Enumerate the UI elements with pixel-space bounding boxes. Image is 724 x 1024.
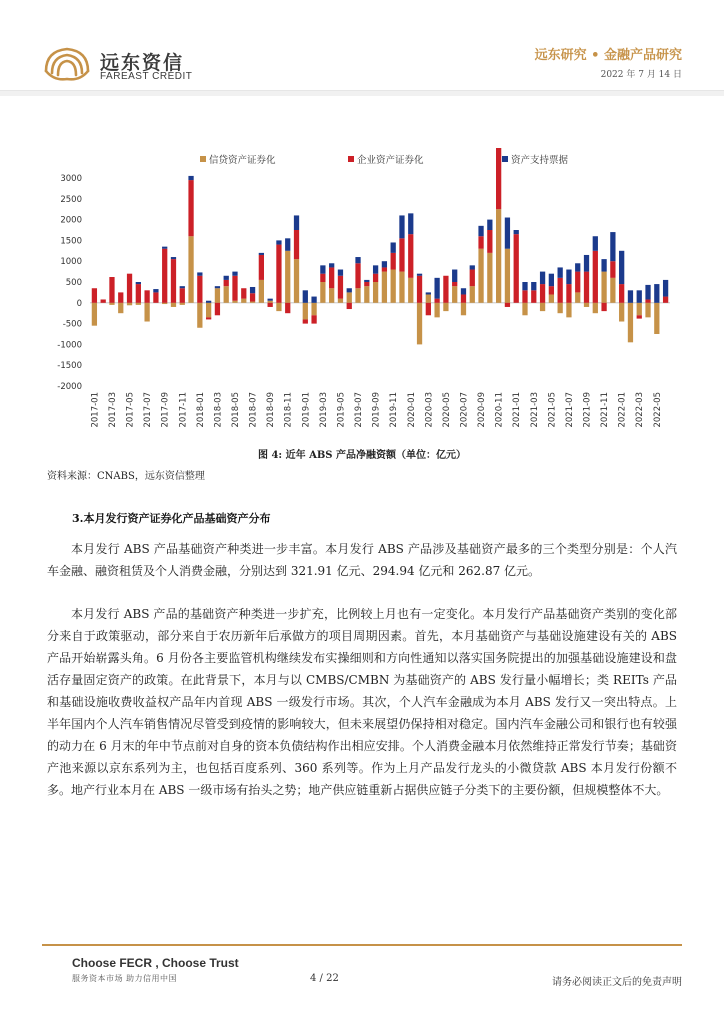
legend-swatch (200, 156, 206, 162)
bar-abn-2018-01 (197, 272, 202, 275)
bar-credit-2018-04 (224, 286, 229, 303)
bar-credit-2017-11 (180, 303, 185, 305)
bar-credit-2017-01 (92, 303, 97, 326)
bar-abn-2021-04 (540, 272, 545, 284)
bar-credit-2020-12 (505, 249, 510, 303)
bar-abn-2022-06 (663, 280, 668, 297)
bar-credit-2017-09 (162, 303, 167, 304)
bar-corporate-2019-03 (320, 274, 325, 282)
bar-credit-2020-06 (452, 286, 457, 303)
bar-credit-2022-01 (619, 303, 624, 322)
bar-corporate-2021-02 (522, 290, 527, 302)
legend-swatch (348, 156, 354, 162)
bar-credit-2020-03 (426, 294, 431, 302)
body-paragraph: 本月发行 ABS 产品基础资产种类进一步丰富。本月发行 ABS 产品涉及基础资产最多的三个类型分别是：个人汽车金融、融资租赁及个人消费金融，分别达到 321.91 亿元、294.94 亿元和 262.87 亿元。 (47, 542, 677, 578)
bar-abn-2019-06 (347, 288, 352, 292)
bar-corporate-2020-09 (478, 236, 483, 248)
bar-credit-2020-11 (496, 209, 501, 303)
bar-abn-2021-07 (566, 270, 571, 285)
bar-corporate-2020-06 (452, 282, 457, 286)
bar-corporate-2020-05 (443, 276, 448, 303)
bar-credit-2018-06 (241, 299, 246, 303)
bar-abn-2022-05 (654, 284, 659, 303)
bar-corporate-2021-09 (584, 272, 589, 303)
bar-credit-2017-06 (136, 303, 141, 305)
bar-corporate-2021-10 (593, 251, 598, 303)
bar-corporate-2017-08 (153, 292, 158, 302)
bar-corporate-2020-04 (434, 299, 439, 303)
bar-credit-2022-04 (645, 303, 650, 318)
bar-corporate-2018-02 (206, 317, 211, 319)
bar-corporate-2018-11 (285, 303, 290, 313)
bar-credit-2022-03 (637, 303, 642, 315)
y-tick-label: 3000 (60, 174, 82, 184)
bar-abn-2020-10 (487, 220, 492, 230)
bar-corporate-2022-06 (663, 297, 668, 303)
x-tick-label: 2021-11 (600, 392, 611, 428)
bar-abn-2017-06 (136, 282, 141, 284)
bar-abn-2020-02 (417, 274, 422, 276)
footer-divider (42, 944, 682, 946)
bar-credit-2017-03 (109, 303, 114, 305)
bar-corporate-2017-07 (144, 290, 149, 302)
bar-credit-2021-02 (522, 303, 527, 315)
x-tick-label: 2019-05 (336, 392, 347, 428)
bar-credit-2021-11 (601, 272, 606, 303)
bar-corporate-2017-05 (127, 274, 132, 303)
bar-credit-2018-12 (294, 259, 299, 303)
bar-abn-2020-09 (478, 226, 483, 236)
bar-corporate-2020-08 (470, 270, 475, 287)
x-tick-label: 2018-05 (231, 392, 241, 428)
bar-abn-2019-07 (355, 257, 360, 263)
bar-credit-2021-10 (593, 303, 598, 313)
bar-corporate-2021-04 (540, 284, 545, 303)
x-tick-label: 2017-11 (178, 392, 189, 428)
bar-abn-2019-02 (311, 297, 316, 303)
y-tick-label: -500 (62, 319, 82, 330)
bar-abn-2020-04 (434, 278, 439, 299)
x-tick-label: 2018-11 (283, 392, 294, 428)
bar-credit-2017-10 (171, 303, 176, 307)
bar-abn-2020-06 (452, 270, 457, 282)
section-title: 3.本月发行资产证券化产品基础资产分布 (72, 512, 271, 525)
bar-credit-2018-07 (250, 302, 255, 303)
bar-corporate-2017-02 (101, 299, 106, 302)
bar-credit-2019-07 (355, 288, 360, 303)
report-date: 2022 年 7 月 14 日 (600, 70, 682, 80)
bar-credit-2018-10 (276, 303, 281, 311)
bar-abn-2020-03 (426, 292, 431, 294)
bar-abn-2018-04 (224, 276, 229, 280)
x-tick-label: 2021-07 (564, 392, 575, 428)
x-tick-label: 2018-01 (195, 392, 206, 428)
bar-corporate-2020-12 (505, 303, 510, 307)
bar-credit-2021-09 (584, 303, 589, 307)
x-tick-label: 2017-07 (143, 392, 154, 428)
x-tick-label: 2020-07 (459, 392, 470, 428)
bar-abn-2017-08 (153, 289, 158, 292)
bar-corporate-2020-01 (408, 234, 413, 278)
bar-credit-2018-09 (268, 301, 273, 303)
bar-abn-2021-05 (549, 274, 554, 286)
bar-credit-2019-10 (382, 272, 387, 303)
bar-credit-2020-08 (470, 286, 475, 303)
footer-slogan-en: Choose FECR , Choose Trust (72, 956, 239, 970)
bar-corporate-2022-01 (619, 284, 624, 303)
x-tick-label: 2021-01 (512, 392, 523, 428)
bar-credit-2019-03 (320, 282, 325, 303)
bar-abn-2017-11 (180, 286, 185, 288)
bar-abn-2018-09 (268, 299, 273, 301)
y-tick-label: -1000 (57, 340, 82, 351)
bar-corporate-2021-06 (558, 278, 563, 303)
bar-credit-2020-10 (487, 253, 492, 303)
bar-abn-2018-11 (285, 238, 290, 250)
bar-abn-2017-09 (162, 247, 167, 249)
body-paragraph: 本月发行 ABS 产品的基础资产种类进一步扩充，比例较上月也有一定变化。本月发行产品基础资产类别的变化部分来自于政策驱动，部分来自于农历新年后承做方的项目周期因素。首先，本月基础资产与基础设施建设有关的 ABS 产品开始崭露头角。6 月份各主要监管机构继续发布实操细则和方向性通知以落实国务院提出的加强基础设施建设和盘活存量固定资产的政策。在此背景下，本月与以 CMBS/CMBN 为基础资产的 ABS 发行量小幅增长；类 REITs 产品和基础设施收费收益权产品年内首现 ABS 一级发行市场。其次，个人汽车金融成为本月 ABS 发行又一突出特点。上半年国内个人汽车销售情况尽管受到疫情的影响较大，但未来展望仍保持相对稳定。国内汽车金融公司和银行也有较强的动力在 6 月末的年中节点前对自身的资本负债结构作出相应安排。个人消费金融本月依然维持正常发行节奏；基础资产池来源以京东系列为主，也包括百度系列、360 系列等。作为上月产品发行龙头的小微贷款 ABS 本月发行份额不多。地产行业本月在 ABS 一级市场有抬头之势；地产供应链重新占据供应链子分类下的主要份额，但规模整体不大。 (47, 607, 677, 797)
bar-corporate-2017-03 (109, 277, 114, 303)
legend-label: 资产支持票据 (511, 155, 569, 166)
x-tick-label: 2019-11 (389, 392, 400, 428)
bar-corporate-2017-12 (188, 180, 193, 236)
legend-swatch (502, 156, 508, 162)
fareast-logo-icon (42, 45, 92, 85)
bar-corporate-2021-03 (531, 290, 536, 302)
x-tick-label: 2022-01 (617, 392, 628, 428)
x-tick-label: 2018-07 (248, 392, 259, 428)
x-tick-label: 2017-09 (160, 392, 171, 428)
bar-credit-2017-04 (118, 303, 123, 313)
bar-credit-2021-05 (549, 294, 554, 302)
bar-corporate-2022-04 (645, 299, 650, 302)
bar-abn-2019-12 (399, 215, 404, 238)
bar-credit-2019-04 (329, 288, 334, 303)
x-tick-label: 2018-09 (266, 392, 277, 428)
x-tick-label: 2019-03 (318, 392, 329, 428)
x-tick-label: 2021-05 (547, 392, 558, 428)
bar-corporate-2018-09 (268, 303, 273, 307)
report-brand: 远东研究 • 金融产品研究 (534, 48, 682, 63)
bar-credit-2019-05 (338, 299, 343, 303)
bar-credit-2017-05 (127, 303, 132, 306)
x-tick-label: 2020-03 (424, 392, 435, 428)
page-header (0, 0, 724, 92)
bar-corporate-2018-05 (232, 276, 237, 301)
bar-corporate-2018-08 (259, 255, 264, 280)
bar-credit-2018-11 (285, 251, 290, 303)
x-tick-label: 2022-05 (652, 392, 663, 428)
bar-credit-2020-04 (434, 303, 439, 318)
y-tick-label: -1500 (57, 361, 82, 372)
bar-corporate-2018-01 (197, 276, 202, 303)
bar-abn-2017-10 (171, 257, 176, 259)
bar-abn-2021-11 (601, 259, 606, 271)
bar-corporate-2019-11 (391, 253, 396, 270)
x-tick-label: 2020-01 (406, 392, 417, 428)
bar-corporate-2018-10 (276, 245, 281, 303)
legend-label: 企业资产证券化 (357, 155, 424, 166)
x-tick-label: 2020-11 (494, 392, 505, 428)
bar-corporate-2021-08 (575, 272, 580, 293)
bar-credit-2018-02 (206, 303, 211, 318)
y-tick-label: -2000 (57, 382, 82, 392)
y-tick-label: 2000 (60, 215, 82, 226)
bar-corporate-2020-10 (487, 230, 492, 253)
bar-credit-2018-05 (232, 301, 237, 303)
bar-credit-2018-01 (197, 303, 202, 328)
bar-abn-2019-09 (373, 265, 378, 273)
bar-abn-2021-12 (610, 232, 615, 261)
bar-abn-2018-12 (294, 215, 299, 230)
bar-abn-2020-01 (408, 213, 413, 234)
bar-abn-2019-08 (364, 280, 369, 282)
bar-corporate-2018-12 (294, 230, 299, 259)
bar-abn-2022-04 (645, 285, 650, 300)
bar-corporate-2019-02 (311, 315, 316, 323)
bar-corporate-2019-07 (355, 263, 360, 288)
bar-credit-2022-02 (628, 303, 633, 343)
bar-corporate-2019-12 (399, 238, 404, 271)
bar-abn-2021-08 (575, 263, 580, 271)
bar-corporate-2021-05 (549, 286, 554, 294)
bar-abn-2021-02 (522, 282, 527, 290)
bar-corporate-2018-06 (241, 288, 246, 298)
x-tick-label: 2019-07 (354, 392, 365, 428)
bar-abn-2018-10 (276, 240, 281, 244)
bar-corporate-2017-09 (162, 249, 167, 303)
bar-corporate-2019-06 (347, 303, 352, 309)
x-tick-label: 2017-01 (90, 392, 101, 428)
bar-abn-2019-01 (303, 290, 308, 302)
bar-abn-2022-03 (637, 290, 642, 302)
x-tick-label: 2021-09 (582, 392, 593, 428)
bar-abn-2018-07 (250, 287, 255, 293)
bar-credit-2021-06 (558, 303, 563, 313)
bar-credit-2018-03 (215, 288, 220, 303)
x-tick-label: 2020-09 (477, 392, 488, 428)
bar-abn-2021-10 (593, 236, 598, 251)
logo-text-cn: 远东资信 (100, 52, 185, 74)
bar-abn-2022-01 (619, 251, 624, 284)
bar-abn-2019-05 (338, 270, 343, 276)
bar-corporate-2019-05 (338, 276, 343, 299)
bar-corporate-2018-07 (250, 293, 255, 301)
bar-credit-2021-07 (566, 303, 571, 318)
bar-credit-2020-01 (408, 278, 413, 303)
bar-corporate-2018-03 (215, 303, 220, 315)
bar-corporate-2019-01 (303, 319, 308, 323)
y-tick-label: 0 (76, 298, 82, 309)
bar-abn-2021-01 (514, 230, 519, 234)
bar-abn-2020-12 (505, 218, 510, 249)
bar-corporate-2017-06 (136, 284, 141, 303)
bar-abn-2020-08 (470, 265, 475, 269)
bar-abn-2019-11 (391, 242, 396, 252)
x-tick-label: 2022-03 (635, 392, 646, 428)
y-tick-label: 1000 (60, 257, 82, 268)
bar-corporate-2018-04 (224, 280, 229, 286)
bar-corporate-2021-01 (514, 234, 519, 303)
bar-credit-2019-06 (347, 292, 352, 302)
x-tick-label: 2017-05 (125, 392, 136, 428)
bar-credit-2017-07 (144, 303, 149, 322)
bar-credit-2019-09 (373, 282, 378, 303)
bar-credit-2021-08 (575, 292, 580, 302)
bar-credit-2022-05 (654, 303, 659, 334)
bar-corporate-2019-09 (373, 274, 378, 282)
bar-corporate-2019-10 (382, 267, 387, 271)
header-divider (0, 90, 724, 96)
bar-abn-2019-10 (382, 261, 387, 267)
bar-abn-2017-12 (188, 176, 193, 180)
disclaimer-note: 请务必阅读正文后的免责声明 (552, 977, 682, 988)
bar-abn-2018-05 (232, 272, 237, 276)
bar-abn-2020-07 (461, 288, 466, 294)
bar-corporate-2019-04 (329, 267, 334, 288)
figure-source: 资料来源：CNABS，远东资信整理 (47, 471, 205, 482)
bar-corporate-2017-04 (118, 292, 123, 302)
bar-credit-2021-12 (610, 278, 615, 303)
bar-corporate-2020-07 (461, 294, 466, 302)
bar-credit-2019-08 (364, 286, 369, 303)
bar-corporate-2020-03 (426, 303, 431, 315)
bar-credit-2017-12 (188, 236, 193, 303)
figure-caption: 图 4: 近年 ABS 产品净融资额（单位：亿元） (257, 450, 466, 461)
bar-corporate-2020-11 (496, 148, 501, 209)
bar-credit-2020-02 (417, 303, 422, 345)
bar-credit-2020-05 (443, 303, 448, 311)
bar-corporate-2021-07 (566, 284, 571, 303)
y-tick-label: 2500 (60, 194, 82, 205)
bar-corporate-2017-10 (171, 259, 176, 303)
x-tick-label: 2018-03 (213, 392, 224, 428)
y-tick-label: 500 (65, 278, 82, 288)
bar-credit-2019-02 (311, 303, 316, 315)
bar-corporate-2019-08 (364, 282, 369, 286)
bar-corporate-2022-03 (637, 315, 642, 318)
bar-abn-2018-03 (215, 286, 220, 288)
x-tick-label: 2020-05 (441, 392, 452, 428)
bar-abn-2021-09 (584, 255, 589, 272)
bar-abn-2021-03 (531, 282, 536, 290)
bar-credit-2020-07 (461, 303, 466, 315)
bar-credit-2019-11 (391, 270, 396, 303)
bar-corporate-2017-11 (180, 288, 185, 303)
x-tick-label: 2019-01 (301, 392, 312, 428)
bar-abn-2018-02 (206, 301, 211, 303)
x-tick-label: 2021-03 (529, 391, 540, 428)
bar-corporate-2017-01 (92, 288, 97, 303)
x-tick-label: 2019-09 (371, 392, 382, 428)
page-number: 4 / 22 (310, 973, 339, 984)
bar-credit-2021-04 (540, 303, 545, 311)
bar-abn-2022-02 (628, 290, 633, 302)
y-tick-label: 1500 (60, 236, 82, 247)
logo-text-en: FAREAST CREDIT (100, 71, 193, 82)
bar-corporate-2021-11 (601, 303, 606, 311)
bar-abn-2019-04 (329, 263, 334, 267)
bar-credit-2019-12 (399, 272, 404, 303)
footer-slogan-cn: 服务资本市场 助力信用中国 (72, 974, 178, 983)
bar-abn-2021-06 (558, 267, 563, 277)
legend-label: 信贷资产证券化 (209, 155, 276, 166)
bar-corporate-2020-02 (417, 276, 422, 303)
bar-credit-2019-01 (303, 303, 308, 320)
x-tick-label: 2017-03 (107, 392, 118, 428)
bar-credit-2020-09 (478, 249, 483, 303)
bar-credit-2018-08 (259, 280, 264, 303)
bar-abn-2018-08 (259, 253, 264, 255)
abs-net-financing-chart (40, 148, 690, 440)
bar-abn-2019-03 (320, 265, 325, 273)
bar-corporate-2021-12 (610, 261, 615, 278)
